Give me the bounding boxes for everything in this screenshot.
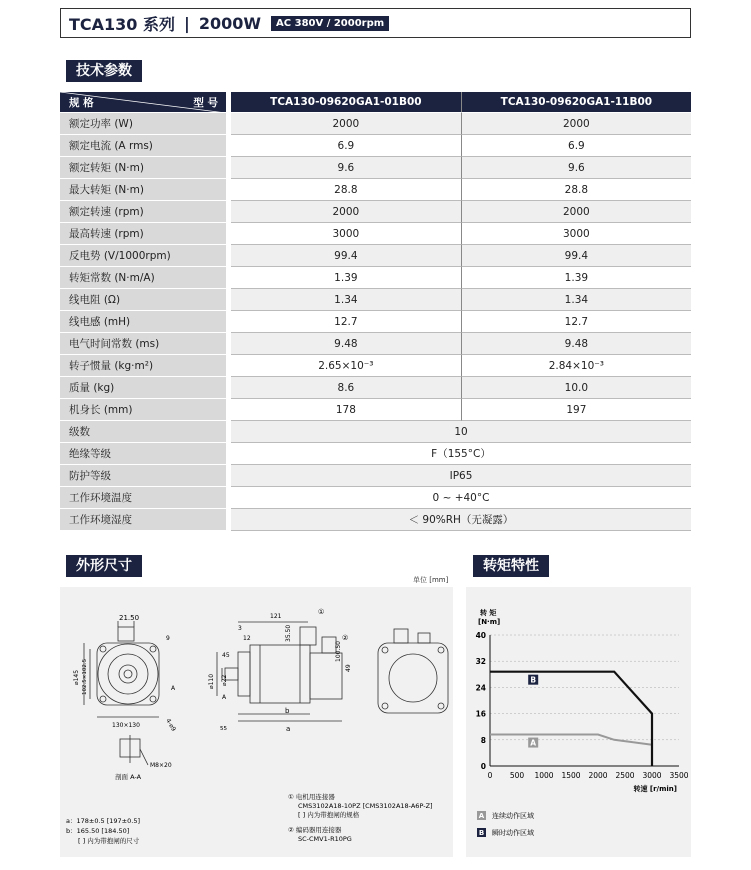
spec-value-merged: 0 ~ +40°C bbox=[231, 487, 691, 509]
spec-key: 转矩常数 (N·m/A) bbox=[60, 267, 226, 289]
voltage-tag: AC 380V / 2000rpm bbox=[271, 16, 389, 31]
side-view bbox=[217, 622, 342, 721]
spec-header-row bbox=[60, 92, 691, 113]
dimension-svg bbox=[60, 587, 453, 857]
spec-row-merged bbox=[60, 509, 691, 531]
spec-value-2: 6.9 bbox=[462, 135, 691, 157]
y-tick-label: 16 bbox=[475, 709, 486, 719]
spec-value-merged: IP65 bbox=[231, 465, 691, 487]
y-tick-label: 0 bbox=[480, 762, 486, 771]
model-2: TCA130-09620GA1-11B00 bbox=[462, 92, 691, 113]
dim-21-50: 21.50 bbox=[119, 614, 140, 622]
x-tick-label: 3000 bbox=[642, 771, 662, 780]
connector-1-note: [ ] 内为带抱闸的规格 bbox=[298, 811, 360, 819]
spec-row bbox=[60, 377, 691, 399]
x-tick-label: 1000 bbox=[534, 771, 554, 780]
y-tick-label: 40 bbox=[475, 631, 486, 640]
dim-35-50: 35.50 bbox=[285, 624, 292, 642]
region-label-b: B bbox=[530, 675, 537, 685]
title-separator: | bbox=[184, 13, 190, 33]
dim-4-9: 4-⌀9 bbox=[164, 717, 178, 733]
dim-145: ⌀145 bbox=[73, 669, 80, 685]
front-view bbox=[84, 621, 159, 717]
spec-value-1: 2.65×10⁻³ bbox=[231, 355, 462, 377]
connector-1-model: CMS3102A18-10PZ [CMS3102A18-A6P-Z] bbox=[298, 802, 433, 810]
spec-value-1: 12.7 bbox=[231, 311, 462, 333]
callout-1: ① bbox=[318, 608, 325, 616]
dim-a: a bbox=[286, 725, 291, 733]
spec-row bbox=[60, 179, 691, 201]
spec-key: 绝缘等级 bbox=[60, 443, 226, 465]
spec-key: 质量 (kg) bbox=[60, 377, 226, 399]
spec-value-2: 2000 bbox=[462, 113, 691, 135]
spec-row-merged bbox=[60, 421, 691, 443]
spec-value-1: 99.4 bbox=[231, 245, 462, 267]
spec-key: 工作环境湿度 bbox=[60, 509, 226, 531]
spec-value-1: 2000 bbox=[231, 201, 462, 223]
spec-value-1: 178 bbox=[231, 399, 462, 421]
dim-55: 55 bbox=[220, 726, 227, 732]
connector-1-title: ① 电机用连接器 bbox=[288, 793, 335, 801]
spec-value-2: 3000 bbox=[462, 223, 691, 245]
y-tick-label: 24 bbox=[475, 683, 486, 693]
spec-value-1: 6.9 bbox=[231, 135, 462, 157]
dim-9: 9 bbox=[166, 635, 170, 642]
section-view bbox=[120, 735, 148, 765]
spec-key: 防护等级 bbox=[60, 465, 226, 487]
spec-row bbox=[60, 399, 691, 421]
spec-value-1: 1.39 bbox=[231, 267, 462, 289]
series-line-a bbox=[490, 735, 652, 766]
legend-text-b: 瞬时动作区域 bbox=[492, 829, 534, 837]
spec-key: 转子惯量 (kg·m²) bbox=[60, 355, 226, 377]
spec-row bbox=[60, 267, 691, 289]
spec-value-merged: 10 bbox=[231, 421, 691, 443]
back-view bbox=[378, 629, 448, 713]
connector-2-model: SC-CMV1-R10PG bbox=[298, 835, 352, 843]
legend-key-b: B bbox=[478, 829, 485, 837]
section-mark-a: A bbox=[171, 685, 176, 692]
spec-key: 机身长 (mm) bbox=[60, 399, 226, 421]
spec-section-title: 技术参数 bbox=[66, 60, 142, 82]
torque-section-title: 转矩特性 bbox=[473, 555, 549, 577]
spec-row bbox=[60, 113, 691, 135]
spec-key: 额定转速 (rpm) bbox=[60, 201, 226, 223]
spec-key: 最大转矩 (N·m) bbox=[60, 179, 226, 201]
spec-value-1: 1.34 bbox=[231, 289, 462, 311]
spec-value-merged: ＜ 90%RH（无凝露） bbox=[231, 509, 691, 531]
dim-3: 3 bbox=[238, 625, 242, 632]
torque-chart bbox=[466, 587, 691, 857]
spec-row bbox=[60, 135, 691, 157]
dim-130: 130×130 bbox=[112, 722, 140, 729]
spec-value-2: 1.39 bbox=[462, 267, 691, 289]
connector-2-title: ② 编码器用连接器 bbox=[288, 826, 342, 834]
note-b: b：165.50 [184.50] bbox=[66, 827, 130, 835]
spec-row bbox=[60, 157, 691, 179]
power-title: 2000W bbox=[198, 13, 262, 33]
dim-49: 49 bbox=[345, 664, 352, 672]
note-bracket: [ ] 内为带抱闸的尺寸 bbox=[78, 837, 140, 845]
dim-b: b bbox=[285, 707, 290, 715]
x-tick-label: 3500 bbox=[669, 771, 689, 780]
dim-m8: M8×20 bbox=[150, 762, 172, 769]
spec-value-1: 9.48 bbox=[231, 333, 462, 355]
spec-value-2: 10.0 bbox=[462, 377, 691, 399]
y-axis-unit: [N·m] bbox=[478, 618, 501, 626]
spec-value-2: 1.34 bbox=[462, 289, 691, 311]
x-tick-label: 2000 bbox=[588, 771, 608, 780]
x-tick-label: 500 bbox=[509, 771, 525, 780]
dims-section-title: 外形尺寸 bbox=[66, 555, 142, 577]
spec-table bbox=[60, 92, 691, 531]
spec-value-2: 2.84×10⁻³ bbox=[462, 355, 691, 377]
note-a: a：178±0.5 [197±0.5] bbox=[66, 817, 141, 825]
spec-row-merged bbox=[60, 443, 691, 465]
spec-value-2: 99.4 bbox=[462, 245, 691, 267]
spec-value-1: 3000 bbox=[231, 223, 462, 245]
unit-label: 单位 [mm] bbox=[413, 576, 449, 584]
spec-row bbox=[60, 201, 691, 223]
spec-header-right: 型 号 bbox=[193, 97, 218, 109]
dim-12: 12 bbox=[243, 635, 251, 642]
series-title: TCA130 系列 bbox=[69, 14, 176, 34]
spec-key: 线电感 (mH) bbox=[60, 311, 226, 333]
callout-2: ② bbox=[342, 634, 349, 642]
spec-value-1: 28.8 bbox=[231, 179, 462, 201]
spec-value-2: 28.8 bbox=[462, 179, 691, 201]
spec-value-1: 2000 bbox=[231, 113, 462, 135]
dim-102-5: 102.5×102.5 bbox=[82, 658, 88, 695]
spec-value-1: 9.6 bbox=[231, 157, 462, 179]
spec-key: 额定功率 (W) bbox=[60, 113, 226, 135]
spec-row bbox=[60, 311, 691, 333]
spec-value-2: 12.7 bbox=[462, 311, 691, 333]
dim-22: ⌀22 bbox=[221, 674, 228, 686]
spec-header-key bbox=[60, 92, 226, 113]
spec-key: 额定转矩 (N·m) bbox=[60, 157, 226, 179]
model-1: TCA130-09620GA1-01B00 bbox=[231, 92, 462, 113]
spec-key: 额定电流 (A rms) bbox=[60, 135, 226, 157]
spec-key: 工作环境温度 bbox=[60, 487, 226, 509]
spec-header-left: 规 格 bbox=[69, 97, 94, 109]
x-tick-label: 2500 bbox=[615, 771, 635, 780]
y-axis-title: 转 矩 bbox=[480, 609, 497, 617]
torque-chart-panel bbox=[466, 587, 691, 857]
region-label-a: A bbox=[530, 738, 537, 748]
dim-100-50: 100.50 bbox=[335, 641, 342, 662]
dim-121: 121 bbox=[270, 613, 282, 620]
spec-key: 最高转速 (rpm) bbox=[60, 223, 226, 245]
spec-key: 线电阻 (Ω) bbox=[60, 289, 226, 311]
x-tick-label: 1500 bbox=[561, 771, 581, 780]
y-tick-label: 8 bbox=[480, 735, 486, 745]
spec-row bbox=[60, 333, 691, 355]
x-tick-label: 0 bbox=[487, 771, 493, 780]
spec-value-2: 9.48 bbox=[462, 333, 691, 355]
spec-key: 反电势 (V/1000rpm) bbox=[60, 245, 226, 267]
legend-text-a: 连续动作区域 bbox=[492, 812, 534, 820]
spec-row bbox=[60, 289, 691, 311]
spec-key: 电气时间常数 (ms) bbox=[60, 333, 226, 355]
spec-value-2: 9.6 bbox=[462, 157, 691, 179]
dimension-drawing bbox=[60, 587, 453, 857]
spec-value-2: 2000 bbox=[462, 201, 691, 223]
x-axis-title: 转速 [r/min] bbox=[633, 785, 677, 793]
title-bar bbox=[60, 8, 691, 38]
spec-row-merged bbox=[60, 487, 691, 509]
spec-value-merged: F（155°C） bbox=[231, 443, 691, 465]
spec-row bbox=[60, 223, 691, 245]
spec-key: 级数 bbox=[60, 421, 226, 443]
spec-value-2: 197 bbox=[462, 399, 691, 421]
legend-key-a: A bbox=[478, 812, 485, 820]
side-mark-a: A bbox=[222, 694, 227, 701]
dim-45: 45 bbox=[222, 652, 230, 659]
spec-row-merged bbox=[60, 465, 691, 487]
series-line-b bbox=[490, 672, 652, 766]
section-label: 剖面 A-A bbox=[115, 773, 142, 781]
spec-value-1: 8.6 bbox=[231, 377, 462, 399]
spec-row bbox=[60, 245, 691, 267]
dim-110: ⌀110 bbox=[208, 673, 215, 689]
y-tick-label: 32 bbox=[475, 657, 486, 667]
spec-row bbox=[60, 355, 691, 377]
